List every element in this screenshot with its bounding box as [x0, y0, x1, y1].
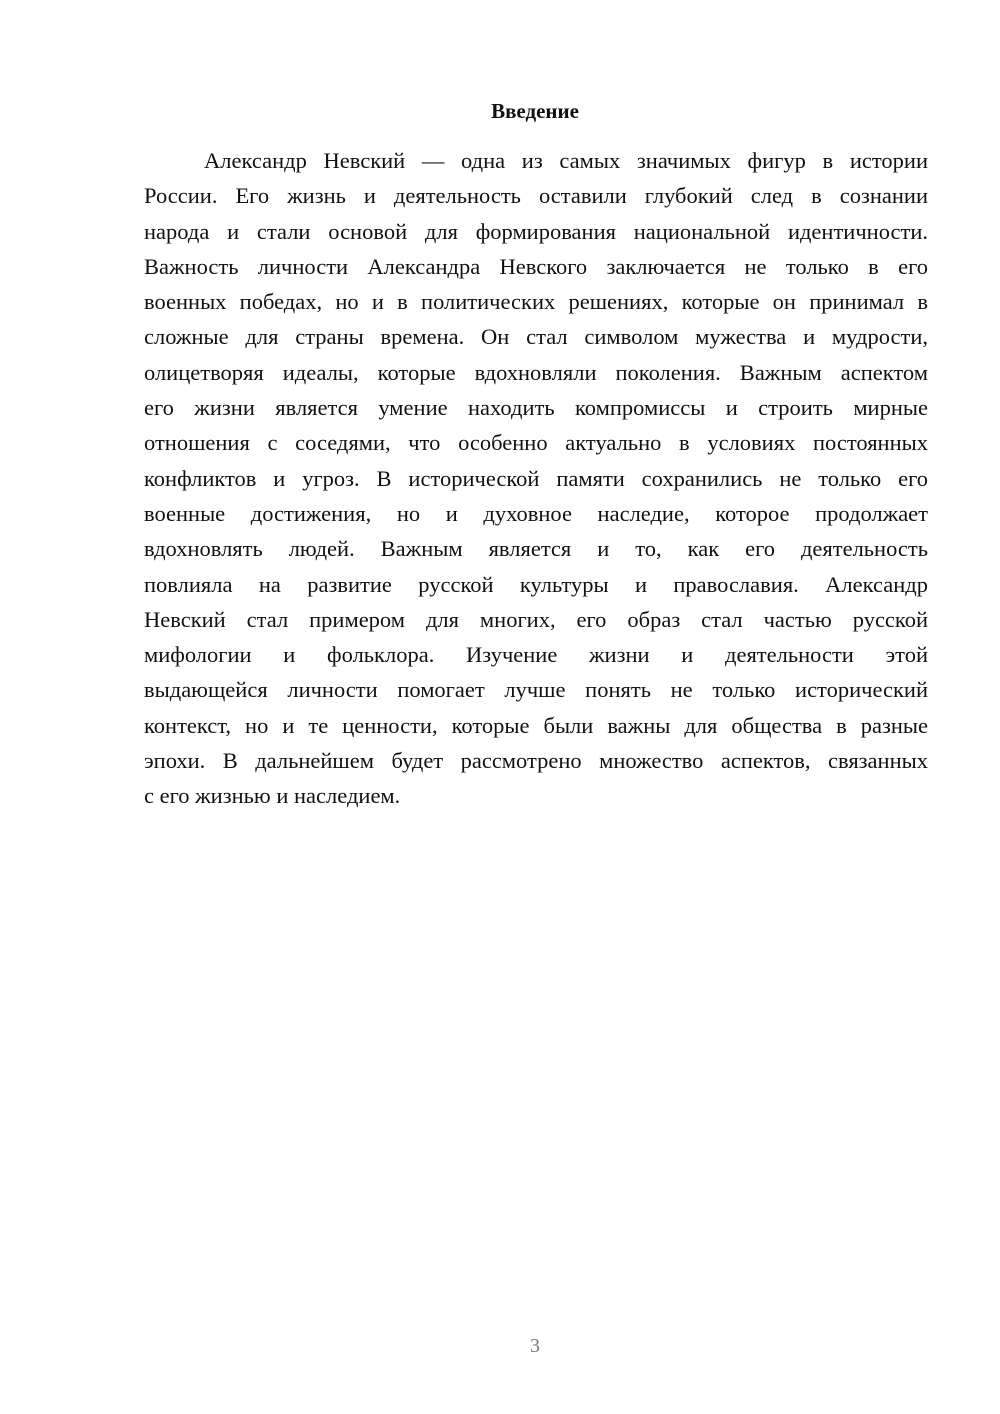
- paragraph-line: контекст, но и те ценности, которые были важны для общества в разные: [144, 712, 928, 738]
- paragraph-line: сложные для страны времена. Он стал символом мужества и мудрости,: [144, 324, 928, 350]
- paragraph-line: олицетворяя идеалы, которые вдохновляли поколения. Важным аспектом: [144, 359, 928, 385]
- paragraph-line: Александр Невский — одна из самых значимых фигур в истории: [204, 148, 928, 173]
- paragraph-line: военных победах, но и в политических решениях, которые он принимал в: [144, 289, 928, 315]
- page-heading: Введение: [491, 99, 579, 123]
- paragraph-line: военные достижения, но и духовное наследие, которое продолжает: [144, 500, 928, 526]
- introduction-paragraph: [144, 143, 928, 814]
- paragraph-line: его жизни является умение находить компромиссы и строить мирные: [144, 395, 928, 421]
- paragraph-line: с его жизнью и наследием.: [144, 783, 401, 809]
- paragraph-line: выдающейся личности помогает лучше понять не только исторический: [144, 677, 928, 703]
- paragraph-line: Важность личности Александра Невского заключается не только в его: [144, 253, 928, 279]
- paragraph-line: России. Его жизнь и деятельность оставили глубокий след в сознании: [144, 183, 928, 209]
- page-number: 3: [530, 1335, 540, 1357]
- paragraph-line: мифологии и фольклора. Изучение жизни и деятельности этой: [144, 642, 928, 668]
- paragraph-line: отношения с соседями, что особенно актуально в условиях постоянных: [144, 430, 928, 456]
- paragraph-line: конфликтов и угроз. В исторической памяти сохранились не только его: [144, 465, 928, 491]
- paragraph-line: Невский стал примером для многих, его образ стал частью русской: [144, 606, 928, 632]
- paragraph-line: эпохи. В дальнейшем будет рассмотрено множество аспектов, связанных: [144, 748, 928, 774]
- paragraph-line: повлияла на развитие русской культуры и православия. Александр: [144, 571, 928, 597]
- paragraph-line: вдохновлять людей. Важным является и то, как его деятельность: [144, 536, 928, 562]
- paragraph-line: народа и стали основой для формирования национальной идентичности.: [144, 218, 928, 244]
